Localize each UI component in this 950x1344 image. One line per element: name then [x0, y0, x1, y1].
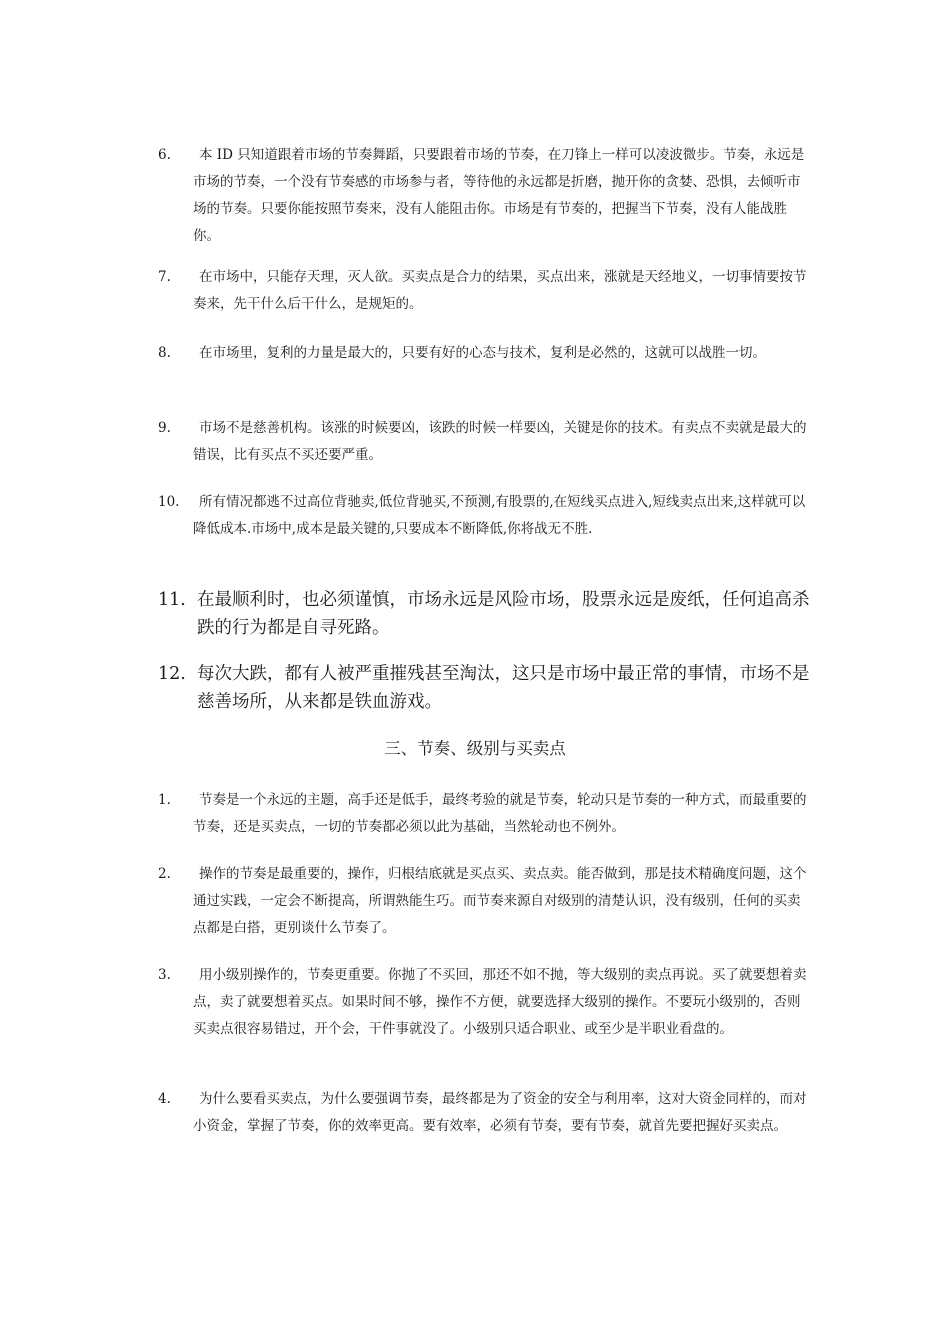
- list-item: [158, 264, 810, 318]
- list-item: [158, 861, 810, 942]
- list-item: [158, 142, 810, 250]
- item-number: 11.: [158, 590, 186, 610]
- item-number: 3.: [158, 967, 171, 983]
- list-item: [158, 415, 810, 469]
- list-item: [158, 660, 810, 716]
- item-text: 在市场中，只能存天理，灭人欲。买卖点是合力的结果，买点出来，涨就是天经地义，一切事情要按节奏来，先干什么后干什么，是规矩的。: [193, 269, 807, 312]
- item-text: 在最顺利时，也必须谨慎，市场永远是风险市场，股票永远是废纸，任何追高杀跌的行为都是自寻死路。: [197, 590, 810, 638]
- item-text: 每次大跌，都有人被严重摧残甚至淘汰，这只是市场中最正常的事情，市场不是慈善场所，从来都是铁血游戏。: [197, 664, 810, 712]
- item-number: 8.: [158, 345, 171, 361]
- list-item: [158, 787, 810, 841]
- item-number: 1.: [158, 792, 171, 808]
- item-text: 市场不是慈善机构。该涨的时候要凶，该跌的时候一样要凶，关键是你的技术。有卖点不卖就是最大的错误，比有买点不买还要严重。: [193, 420, 807, 463]
- list-item: [158, 586, 810, 642]
- item-number: 6.: [158, 147, 171, 163]
- list-item: [158, 340, 810, 367]
- item-number: 12.: [158, 664, 186, 684]
- list-item: [158, 962, 810, 1043]
- item-text: 本 ID 只知道跟着市场的节奏舞蹈，只要跟着市场的节奏，在刀锋上一样可以凌波微步。节奏，永远是市场的节奏，一个没有节奏感的市场参与者，等待他的永远都是折磨，抛开你的贪婪、恐惧，去倾听市场的节奏。只要你能按照节奏来，没有人能阻击你。市场是有节奏的，把握当下节奏，没有人能战胜你。: [193, 147, 805, 244]
- section-heading: 三、节奏、级别与买卖点: [384, 739, 566, 758]
- item-text: 在市场里，复利的力量是最大的，只要有好的心态与技术，复利是必然的，这就可以战胜一切。: [199, 345, 766, 361]
- list-item: [158, 1086, 810, 1140]
- item-number: 2.: [158, 866, 171, 882]
- item-number: 10.: [158, 494, 180, 510]
- item-number: 7.: [158, 269, 171, 285]
- item-text: 所有情况都逃不过高位背驰卖,低位背驰买,不预测,有股票的,在短线买点进入,短线卖点出来,这样就可以降低成本.市场中,成本是最关键的,只要成本不断降低,你将战无不胜.: [193, 494, 806, 537]
- item-number: 9.: [158, 420, 171, 436]
- list-item: [158, 489, 810, 543]
- item-text: 操作的节奏是最重要的，操作，归根结底就是买点买、卖点卖。能否做到，那是技术精确度问题，这个通过实践，一定会不断提高，所谓熟能生巧。而节奏来源自对级别的清楚认识，没有级别，任何的买卖点都是白搭，更别谈什么节奏了。: [193, 866, 807, 936]
- item-number: 4.: [158, 1091, 171, 1107]
- item-text: 为什么要看买卖点，为什么要强调节奏，最终都是为了资金的安全与利用率，这对大资金同样的，而对小资金，掌握了节奏，你的效率更高。要有效率，必须有节奏，要有节奏，就首先要把握好买卖点。: [193, 1091, 807, 1134]
- item-text: 用小级别操作的，节奏更重要。你抛了不买回，那还不如不抛，等大级别的卖点再说。买了就要想着卖点，卖了就要想着买点。如果时间不够，操作不方便，就要选择大级别的操作。不要玩小级别的，否则买卖点很容易错过，开个会，干件事就没了。小级别只适合职业、或至少是半职业看盘的。: [193, 967, 807, 1037]
- item-text: 节奏是一个永远的主题，高手还是低手，最终考验的就是节奏，轮动只是节奏的一种方式，而最重要的节奏，还是买卖点，一切的节奏都必须以此为基础，当然轮动也不例外。: [193, 792, 807, 835]
